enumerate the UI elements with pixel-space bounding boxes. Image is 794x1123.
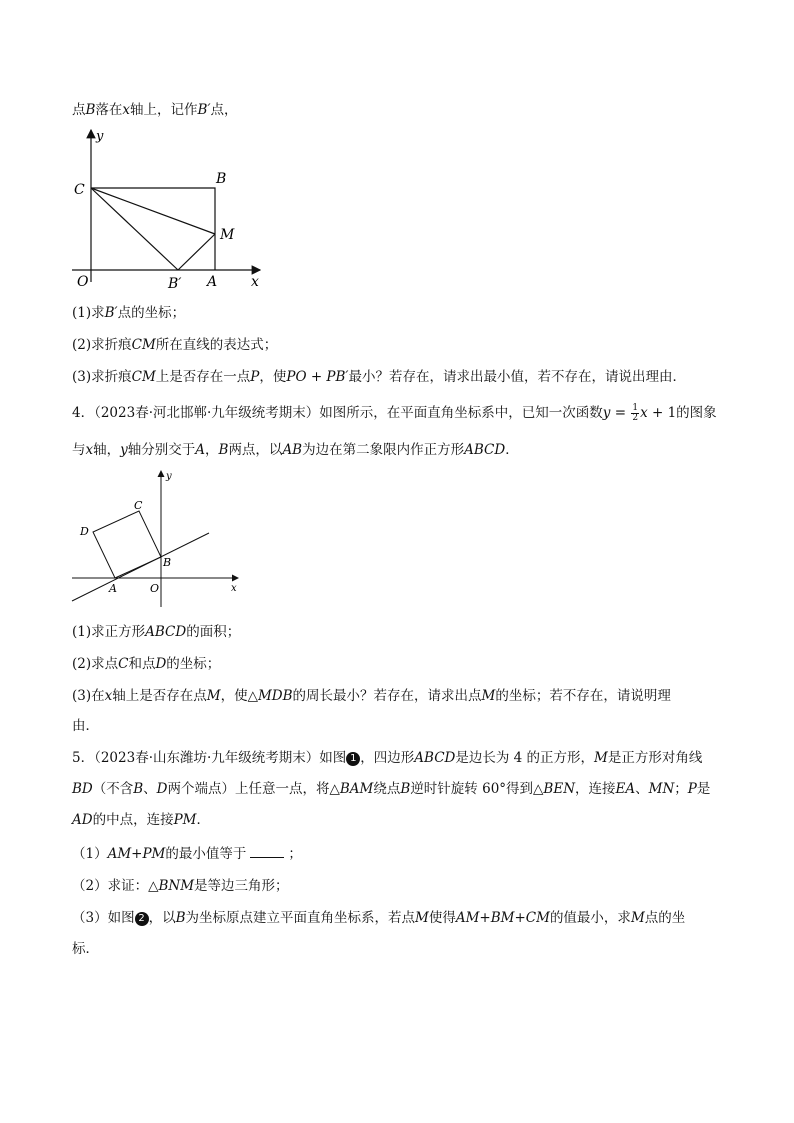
var: AB: [282, 442, 303, 458]
q4-sub3: [72, 686, 671, 706]
text: ，使: [259, 369, 287, 385]
var: M: [206, 688, 221, 704]
expr: PO + PB′: [286, 369, 349, 385]
text: 轴分别交于: [127, 442, 196, 458]
var: M: [594, 750, 608, 766]
var: MN: [648, 781, 675, 797]
label-x: x: [231, 583, 237, 594]
var: B: [400, 781, 411, 797]
fraction: [631, 404, 639, 423]
text: 点: [72, 102, 86, 118]
q4-line2: [72, 440, 519, 460]
text: 的坐标；若不存在，请说明理: [495, 688, 671, 704]
q4-line1: [72, 403, 717, 423]
text: （3）如图: [72, 910, 135, 926]
text: 、: [143, 781, 157, 797]
q5-sub1: [72, 844, 302, 864]
var: x: [85, 442, 94, 458]
var: P: [250, 369, 260, 385]
graph-line: [72, 533, 209, 601]
var: P: [687, 781, 697, 797]
expr: AM+BM+CM: [455, 910, 550, 926]
text: 是: [696, 781, 711, 797]
text: 所在直线的表达式；: [155, 337, 278, 353]
var: A: [195, 442, 206, 458]
text: 、: [635, 781, 649, 797]
label-b: B: [163, 556, 172, 569]
var: D: [155, 656, 167, 672]
text: 点的坐: [644, 910, 686, 926]
text: =: [610, 405, 631, 421]
text: 点的坐标；: [117, 305, 186, 321]
var: M: [481, 688, 496, 704]
text: 轴上，记作: [130, 102, 198, 118]
var: M: [630, 910, 645, 926]
text: (3)在: [72, 688, 105, 704]
var: D: [156, 781, 168, 797]
var: B: [133, 781, 144, 797]
var: CM: [131, 337, 156, 353]
text: ；: [288, 846, 302, 862]
var: M: [415, 910, 429, 926]
var: ABCD: [145, 624, 187, 640]
q4-figure: [62, 465, 252, 610]
q4-sub2: [72, 654, 220, 674]
expr: AM+PM: [107, 846, 166, 862]
text: ；: [674, 781, 688, 797]
text: 是等边三角形；: [194, 878, 289, 894]
text: (1)求: [72, 305, 105, 321]
segment-bpm: [178, 234, 215, 270]
text: (1)求正方形: [72, 624, 146, 640]
q5-sub3: [72, 908, 685, 928]
text: ，连接: [575, 781, 616, 797]
text: ，: [205, 442, 219, 458]
var: x: [104, 688, 113, 704]
text: 逆时针旋转 60°得到△: [410, 781, 544, 797]
figure-number-1: 1: [346, 752, 360, 766]
label-x: x: [251, 274, 259, 290]
text: 的值最小，求: [549, 910, 631, 926]
text: 的图象: [676, 405, 717, 421]
var: BD: [72, 781, 93, 797]
var: ABCD: [414, 750, 456, 766]
label-c: C: [134, 499, 143, 512]
answer-blank[interactable]: [250, 845, 284, 858]
text: 轴上是否存在点: [112, 688, 207, 704]
text: （不含: [92, 781, 134, 797]
label-d: D: [80, 525, 89, 538]
var: AD: [72, 812, 93, 828]
label-y: y: [166, 471, 172, 482]
label-o: O: [150, 582, 160, 595]
var: B: [218, 442, 229, 458]
q3-sub3: [72, 367, 686, 387]
text: 和点: [128, 656, 156, 672]
var: B′: [197, 102, 211, 118]
q5-sub3-cont: [72, 939, 99, 959]
text: 最小？若存在，请求出最小值，若不存在，请说出理由．: [348, 369, 686, 385]
figure-number-2: 2: [135, 912, 149, 926]
text: 的面积；: [186, 624, 241, 640]
var: x: [122, 102, 131, 118]
var: MDB: [257, 688, 293, 704]
text: ．: [196, 812, 210, 828]
var: B′: [104, 305, 118, 321]
segment-cm: [91, 188, 215, 234]
label-o: O: [77, 274, 89, 290]
text: 4．（2023春·河北邯郸·九年级统考期末）如图所示，在平面直角坐标系中，已知一次函数: [72, 405, 603, 421]
text: 轴，: [93, 442, 121, 458]
var: B: [85, 102, 96, 118]
text: 为边在第二象限内作正方形: [302, 442, 465, 458]
text: 两点，以: [228, 442, 283, 458]
text: ．: [505, 442, 519, 458]
frac-den: 2: [632, 413, 639, 423]
text: 上是否存在一点: [155, 369, 251, 385]
text: 标．: [72, 941, 99, 957]
text: 点，: [210, 102, 238, 118]
text: 两个端点）上任意一点，将△: [167, 781, 340, 797]
text: 的坐标；: [166, 656, 221, 672]
q5-line1: [72, 748, 702, 768]
label-b: B: [216, 171, 227, 187]
var: PM: [173, 812, 197, 828]
text: （1）: [72, 846, 108, 862]
square-abcd: [93, 511, 161, 578]
text: 与: [72, 442, 86, 458]
q5-sub2: [72, 876, 289, 896]
var: BNM: [158, 878, 195, 894]
var: BEN: [543, 781, 576, 797]
q3-sub1: [72, 303, 185, 323]
var: y: [120, 442, 128, 458]
q5-line3: [72, 810, 210, 830]
text: （2）求证：△: [72, 878, 159, 894]
text: 5．（2023春·山东潍坊·九年级统考期末）如图: [72, 750, 347, 766]
var: x: [640, 405, 648, 421]
text: 的中点，连接: [92, 812, 174, 828]
text: 绕点: [373, 781, 401, 797]
label-a: A: [207, 274, 218, 290]
text: 由．: [72, 718, 99, 734]
text: (2)求点: [72, 656, 119, 672]
var: C: [118, 656, 129, 672]
q5-line2: [72, 779, 710, 799]
q3-intro: [72, 100, 238, 120]
label-y: y: [96, 129, 104, 144]
q4-sub3-cont: [72, 716, 99, 736]
text: ，使△: [220, 688, 258, 704]
rectangle-cb-ba: [91, 188, 215, 270]
var: B: [175, 910, 186, 926]
var: BAM: [339, 781, 374, 797]
frac-num: 1: [632, 403, 639, 413]
label-a: A: [109, 582, 117, 595]
var: ABCD: [464, 442, 506, 458]
text: ，以: [148, 910, 176, 926]
text: 的最小值等于: [165, 846, 247, 862]
label-m: M: [220, 227, 235, 243]
text: 的周长最小？若存在，请求出点: [292, 688, 482, 704]
segment-cbp: [91, 188, 178, 270]
text: 是正方形对角线: [607, 750, 703, 766]
var: y: [602, 405, 611, 421]
text: 落在: [95, 102, 123, 118]
text: 使得: [428, 910, 456, 926]
var: EA: [615, 781, 636, 797]
text: (3)求折痕: [72, 369, 132, 385]
q3-sub2: [72, 335, 277, 355]
label-c: C: [74, 182, 85, 198]
q4-sub1: [72, 622, 240, 642]
text: 为坐标原点建立平面直角坐标系，若点: [185, 910, 416, 926]
label-bp: B′: [168, 276, 182, 292]
var: CM: [131, 369, 156, 385]
text: ，四边形: [360, 750, 415, 766]
text: 是边长为 4 的正方形，: [455, 750, 595, 766]
q3-figure: [60, 120, 280, 295]
text: + 1: [647, 405, 677, 421]
text: (2)求折痕: [72, 337, 132, 353]
